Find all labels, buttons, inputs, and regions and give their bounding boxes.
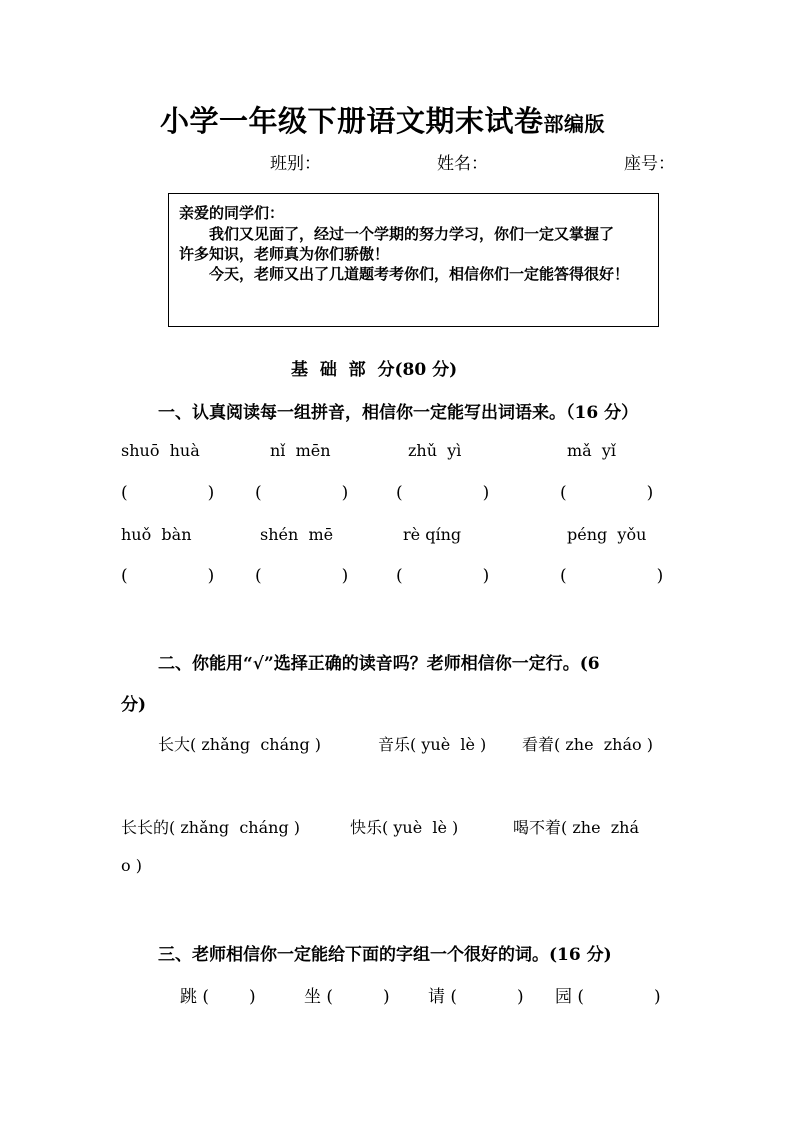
- title-edition: 部编版: [543, 112, 606, 136]
- q1-title: 一、认真阅读每一组拼音，相信你一定能写出词语来。（16 分）: [158, 403, 639, 423]
- intro-box: [168, 193, 659, 327]
- q1-pinyin-5: huǒ bàn: [121, 525, 192, 544]
- q1-pinyin-1: shuō huà: [121, 441, 200, 460]
- q1-blank-5[interactable]: ( ): [121, 566, 215, 586]
- seat-label: 座号：: [624, 154, 675, 174]
- q3-title: 三、老师相信你一定能给下面的字组一个很好的词。(16 分): [158, 945, 612, 965]
- q2-item-6-wrap: o ): [121, 856, 142, 875]
- q2-option-3[interactable]: ( zhe zháo ): [554, 735, 653, 754]
- q1-pinyin-4: mǎ yǐ: [567, 441, 617, 460]
- q2-option-6[interactable]: ( zhe zhá: [561, 818, 639, 837]
- q1-blank-1[interactable]: ( ): [121, 483, 215, 503]
- q2-item-1: 长大( zhǎng cháng ): [158, 735, 322, 754]
- intro-line-2: 许多知识，老师真为你们骄傲！: [179, 245, 390, 263]
- intro-greeting: 亲爱的同学们：: [179, 204, 285, 222]
- q1-pinyin-8: péng yǒu: [567, 525, 647, 544]
- q1-blank-4[interactable]: ( ): [560, 483, 654, 503]
- q2-option-4[interactable]: ( zhǎng cháng ): [169, 818, 301, 837]
- intro-line-1: 我们又见面了，经过一个学期的努力学习，你们一定又掌握了: [209, 225, 615, 243]
- q1-pinyin-3: zhǔ yì: [408, 441, 462, 460]
- q3-item-2: 坐 ( ): [304, 987, 390, 1007]
- q2-option-2[interactable]: ( yuè lè ): [410, 735, 487, 754]
- q2-item-3: 看着( zhe zháo ): [522, 735, 653, 754]
- name-label: 姓名：: [437, 154, 488, 174]
- class-label: 班别：: [270, 154, 321, 174]
- q2-option-1[interactable]: ( zhǎng cháng ): [190, 735, 322, 754]
- q1-pinyin-7: rè qíng: [403, 525, 462, 544]
- title-main: 小学一年级下册语文期末试卷: [160, 104, 544, 138]
- q3-item-3: 请 ( ): [428, 987, 524, 1007]
- q2-title-line-2: 分): [121, 695, 147, 715]
- q1-blank-8[interactable]: ( ): [560, 566, 664, 586]
- q2-item-5: 快乐( yuè lè ): [350, 818, 459, 837]
- q1-pinyin-6: shén mē: [260, 525, 334, 544]
- q1-blank-3[interactable]: ( ): [396, 483, 490, 503]
- q3-item-1: 跳 ( ): [180, 987, 256, 1007]
- q2-item-4: 长长的( zhǎng cháng ): [121, 818, 301, 837]
- q1-blank-6[interactable]: ( ): [255, 566, 349, 586]
- q1-blank-2[interactable]: ( ): [255, 483, 349, 503]
- q1-blank-7[interactable]: ( ): [396, 566, 490, 586]
- q2-option-5[interactable]: ( yuè lè ): [382, 818, 459, 837]
- q2-item-2: 音乐( yuè lè ): [378, 735, 487, 754]
- section-title: 基 础 部 分(80 分): [291, 360, 458, 380]
- page-title: [160, 99, 605, 140]
- q1-pinyin-2: nǐ mēn: [270, 441, 331, 460]
- q2-title-line-1: 二、你能用“√”选择正确的读音吗？老师相信你一定行。(6: [158, 654, 600, 674]
- q3-item-4: 园 ( ): [555, 987, 661, 1007]
- q2-item-6: 喝不着( zhe zhá: [513, 818, 639, 837]
- intro-line-3: 今天，老师又出了几道题考考你们，相信你们一定能答得很好！: [209, 265, 630, 283]
